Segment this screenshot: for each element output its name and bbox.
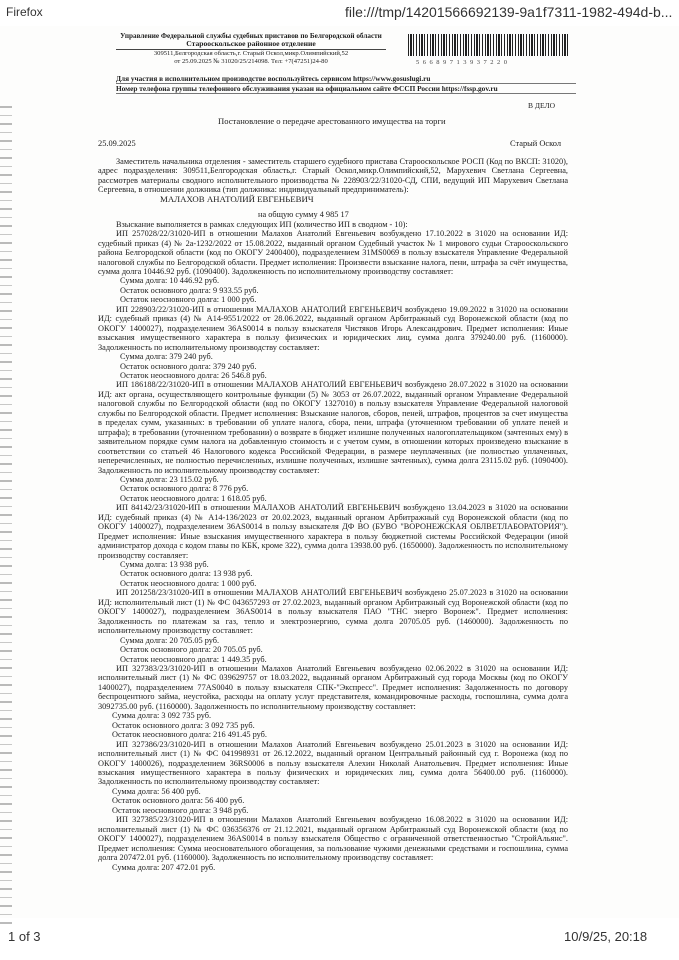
ip-paragraph: ИП 327385/23/31020-ИП в отношении Малахов Анатолий Евгеньевич возбуждено 16.08.2022 в 31020 на основании ИД: исполнительный лист (1) № ФС 036356376 от 21.12.2021, выданный органом Арбитражный суд Воронежской области (код по ОКОГУ 1400027), подразделением 36AS0014 в пользу взыскателя Общество с ограниченной ответственностью "СтройАльянс". Предмет исполнения: Сумма неосновательного обогащения, за пользование чужими денежными средствами и госпошлина, сумма долга 207472.01 руб. (1160000). Задолженность по исполнительному производству составляет: bbox=[98, 815, 568, 863]
total-sum: на общую сумму 4 985 17 bbox=[258, 210, 349, 220]
ip-other: Остаток неосновного долга: 1 000 руб. bbox=[120, 295, 257, 305]
ip-principal: Остаток основного долга: 20 705.05 руб. bbox=[120, 645, 263, 655]
print-footer bbox=[0, 920, 679, 960]
document-city: Старый Оскол bbox=[510, 139, 562, 148]
ip-debt: Сумма долга: 20 705.05 руб. bbox=[120, 635, 220, 645]
ip-paragraph: ИП 257028/22/31020-ИП в отношении Малахов Анатолий Евгеньевич возбуждено 17.10.2022 в 31020 на основании ИД: судебный приказ (4) № 2а-1232/2022 от 15.08.2022, выданный органом Судебный участок № 1 мирового судьи Старооскольского района Белгородской области (код по ОКОГУ 2400400), подразделением 31MS0069 в пользу взыскателя Управление Федеральной налоговой службы по Белгородской области. Предмет исполнения: Произвести взыскание налога, пени, штрафа за счёт имущества, сумма долга 10446.92 руб. (1090400). Задолженность по исполнительному производству составляет: bbox=[98, 229, 568, 276]
barcode-icon bbox=[408, 34, 568, 56]
ip-other: Остаток неосновного долга: 1 618.05 руб. bbox=[120, 493, 267, 503]
letterhead-address-line: 309511,Белгородская область,г. Старый Оскол,микр.Олимпийский,52 bbox=[153, 50, 349, 58]
browser-url[interactable]: file:///tmp/14201566692139-9a1f7311-1982-494d-b... bbox=[345, 4, 673, 20]
letterhead-reference-line: от 25.09.2025 № 31020/25/214098. Тел: +7(47251)24-80 bbox=[174, 57, 328, 65]
print-timestamp: 10/9/25, 20:18 bbox=[564, 929, 648, 944]
scan-edge-noise bbox=[0, 106, 12, 926]
barcode-number: 56689713937220 bbox=[416, 59, 511, 66]
ip-debt: Сумма долга: 379 240 руб. bbox=[120, 352, 213, 362]
document-title: Постановление о передаче арестованного имущества на торги bbox=[218, 116, 446, 126]
ip-principal: Остаток основного долга: 379 240 руб. bbox=[120, 361, 257, 371]
service-notice bbox=[116, 74, 576, 94]
ip-other: Остаток неосновного долга: 1 000 руб. bbox=[120, 578, 257, 588]
browser-app-name: Firefox bbox=[6, 5, 43, 19]
debtor-name: МАЛАХОВ АНАТОЛИЙ ЕВГЕНЬЕВИЧ bbox=[160, 193, 314, 204]
ip-debt: Сумма долга: 23 115.02 руб. bbox=[120, 474, 219, 484]
ip-other: Остаток неосновного долга: 26 546.8 руб. bbox=[120, 370, 267, 380]
file-mark: В ДЕЛО bbox=[528, 101, 555, 110]
ip-principal: Остаток основного долга: 8 776 руб. bbox=[120, 484, 249, 494]
letterhead-org: Управление Федеральной службы судебных приставов по Белгородской области bbox=[120, 32, 382, 40]
ip-paragraph: ИП 327383/23/31020-ИП в отношении Малахов Анатолий Евгеньевич возбуждено 02.06.2022 в 31020 на основании ИД: исполнительный лист (1) № ФС 039629757 от 18.03.2022, выданный органом Арбитражный суд города Москвы (код по ОКОГУ 1400027), подразделением 77AS0040 в пользу взыскателя СПК-"Экспресс". Предмет исполнения: Задолженность по договору беспроцентного займа, неустойка, расходы на оплату услуг представителя, командировочные расходы, госпошлина, сумма долга 3092735.00 руб. (1160000). Задолженность по исполнительному производству составляет: bbox=[98, 664, 568, 711]
letterhead bbox=[116, 32, 386, 65]
document bbox=[98, 26, 568, 918]
ip-debt: Сумма долга: 207 472.01 руб. bbox=[112, 862, 216, 872]
intro-paragraph: Заместитель начальника отделения - заместитель старшего судебного пристава Старооскольское РОСП (Код по ВКСП: 31020), адрес подразделения: 309511,Белгородская область,г. Старый Оскол,микр.Олимпийский,52, Марухевич Светлана Сергеевна, рассмотрев материалы сводного исполнительного производства № 228903/22/31020-СД, СПИ, ведущий ИП Марухевич Светлана Сергеевна, в отношении должника (тип должника: индивидуальный предприниматель): bbox=[98, 157, 568, 195]
ip-paragraph: ИП 327386/23/31020-ИП в отношении Малахов Анатолий Евгеньевич возбуждено 25.01.2023 в 31020 на основании ИД: исполнительный лист (1) № ФС 041998931 от 26.12.2022, выданный органом Центральный районный суд г. Воронежа (код по ОКОГУ 1400026), подразделением 36RS0006 в пользу взыскателя Алехин Николай Анатольевич. Предмет исполнения: Иные взыскания имущественного характера в пользу физических и юридических лиц, сумма долга 56400.00 руб. (1160000). Задолженность по исполнительному производству составляет: bbox=[98, 739, 568, 787]
gosuslugi-notice: Для участия в исполнительном производстве воспользуйтесь сервисом https://www.gosuslugi.ru bbox=[116, 74, 576, 84]
ip-debt: Сумма долга: 56 400 руб. bbox=[112, 786, 201, 796]
collection-intro: Взыскание выполняется в рамках следующих ИП (количество ИП в сводном - 10): bbox=[116, 219, 408, 229]
ip-debt: Сумма долга: 10 446.92 руб. bbox=[120, 276, 220, 286]
letterhead-dept: Старооскольское районное отделение bbox=[186, 39, 316, 49]
phone-notice: Номер телефона группы телефонного обслуживания указан на официальном сайте ФССП России https://fssp.gov.ru bbox=[116, 84, 576, 94]
ip-principal: Остаток основного долга: 56 400 руб. bbox=[112, 796, 245, 806]
ip-paragraph: ИП 84142/23/31020-ИП в отношении МАЛАХОВ АНАТОЛИЙ ЕВГЕНЬЕВИЧ возбуждено 13.04.2023 в 31020 на основании ИД: судебный приказ (4) № А14-136/2023 от 20.02.2023, выданный органом Арбитражный суд Воронежской области (код по ОКОГУ 1400027), подразделением 36AS0014 в пользу взыскателя ДФ ВО (БУВО "ВОРОНЕЖСКАЯ ОБЛВЕТЛАБОРАТОРИЯ"). Предмет исполнения: Иные взыскания имущественного характера в пользу бюджетной системы Российской Федерации (иной администратор дохода с кодом главы по КБК, кроме 322), сумма долга 13938.00 руб. (1650000). Задолженность по исполнительному производству составляет: bbox=[98, 503, 568, 560]
ip-other: Остаток неосновного долга: 1 449.35 руб. bbox=[120, 654, 267, 664]
browser-title-bar bbox=[0, 0, 679, 26]
letterhead-address bbox=[116, 49, 386, 65]
ip-principal: Остаток основного долга: 13 938 руб. bbox=[120, 569, 253, 579]
ip-other: Остаток неосновного долга: 3 948 руб. bbox=[112, 805, 249, 815]
ip-principal: Остаток основного долга: 9 933.55 руб. bbox=[120, 285, 259, 295]
ip-paragraph: ИП 228903/22/31020-ИП в отношении МАЛАХОВ АНАТОЛИЙ ЕВГЕНЬЕВИЧ возбуждено 19.09.2022 в 31020 на основании ИД: судебный приказ (4) № А14-9551/2022 от 28.06.2022, выданный органом Арбитражный суд Воронежской области (код по ОКОГУ 1400027), подразделением 36AS0014 в пользу взыскателя Чистяков Игорь Александрович. Предмет исполнения: Иные взыскания имущественного характера в пользу физических и юридических лиц, сумма долга 379240.00 руб. (1160000). Задолженность по исполнительному производству составляет: bbox=[98, 304, 568, 352]
ip-paragraph: ИП 186188/22/31020-ИП в отношении МАЛАХОВ АНАТОЛИЙ ЕВГЕНЬЕВИЧ возбуждено 28.07.2022 в 31020 на основании ИД: акт органа, осуществляющего контрольные функции (5) № 3053 от 26.07.2022, выданный органом Управление Федеральной налоговой службы по Белгородской области (код по ОКОГУ 1327010) в пользу взыскателя Управление Федеральной налоговой службы по Белгородской области. Предмет исполнения: Взыскание налогов, сборов, пеней, штрафов, процентов за счет имущества в пределах сумм, указанных: в требовании об уплате налога, сбора, пени, штрафа (уточненном требовании об уплате пеней и штрафа); в требовании (уточненном требовании) о возврате в бюджет излишне полученных налогоплательщиком (зачтенных ему) в заявительном порядке сумм налога на добавленную стоимость и с учетом сумм, в отношении которых произведено взыскание в соответствии со статьей 46 Налогового кодекса Российской Федерации, в размере неуплаченных (не полностью уплаченных, неперечисленных, не полностью перечисленных, излишне полученных, излишне зачтенных), сумма долга 23115.02 руб. (1090400). Задолженность по исполнительному производству составляет: bbox=[98, 380, 568, 475]
ip-other: Остаток неосновного долга: 216 491.45 руб. bbox=[112, 730, 267, 740]
ip-debt: Сумма долга: 13 938 руб. bbox=[120, 560, 209, 570]
ip-debt: Сумма долга: 3 092 735 руб. bbox=[112, 711, 212, 721]
ip-paragraph: ИП 201258/23/31020-ИП в отношении МАЛАХОВ АНАТОЛИЙ ЕВГЕНЬЕВИЧ возбуждено 25.07.2023 в 31020 на основании ИД: исполнительный лист (1) № ФС 043657293 от 27.02.2023, выданный органом Арбитражный суд Воронежской области (код по ОКОГУ 1400027), подразделением 36AS0014 в пользу взыскателя ПАО "ТНС энерго Воронеж". Предмет исполнения: Задолженность по платежам за газ, тепло и электроэнергию, сумма долга 20705.05 руб. (1460000). Задолженность по исполнительному производству составляет: bbox=[98, 588, 568, 636]
document-body bbox=[98, 157, 568, 872]
ip-principal: Остаток основного долга: 3 092 735 руб. bbox=[112, 720, 255, 730]
scanned-page bbox=[0, 26, 679, 918]
page-counter: 1 of 3 bbox=[8, 929, 41, 944]
document-date: 25.09.2025 bbox=[98, 139, 136, 148]
